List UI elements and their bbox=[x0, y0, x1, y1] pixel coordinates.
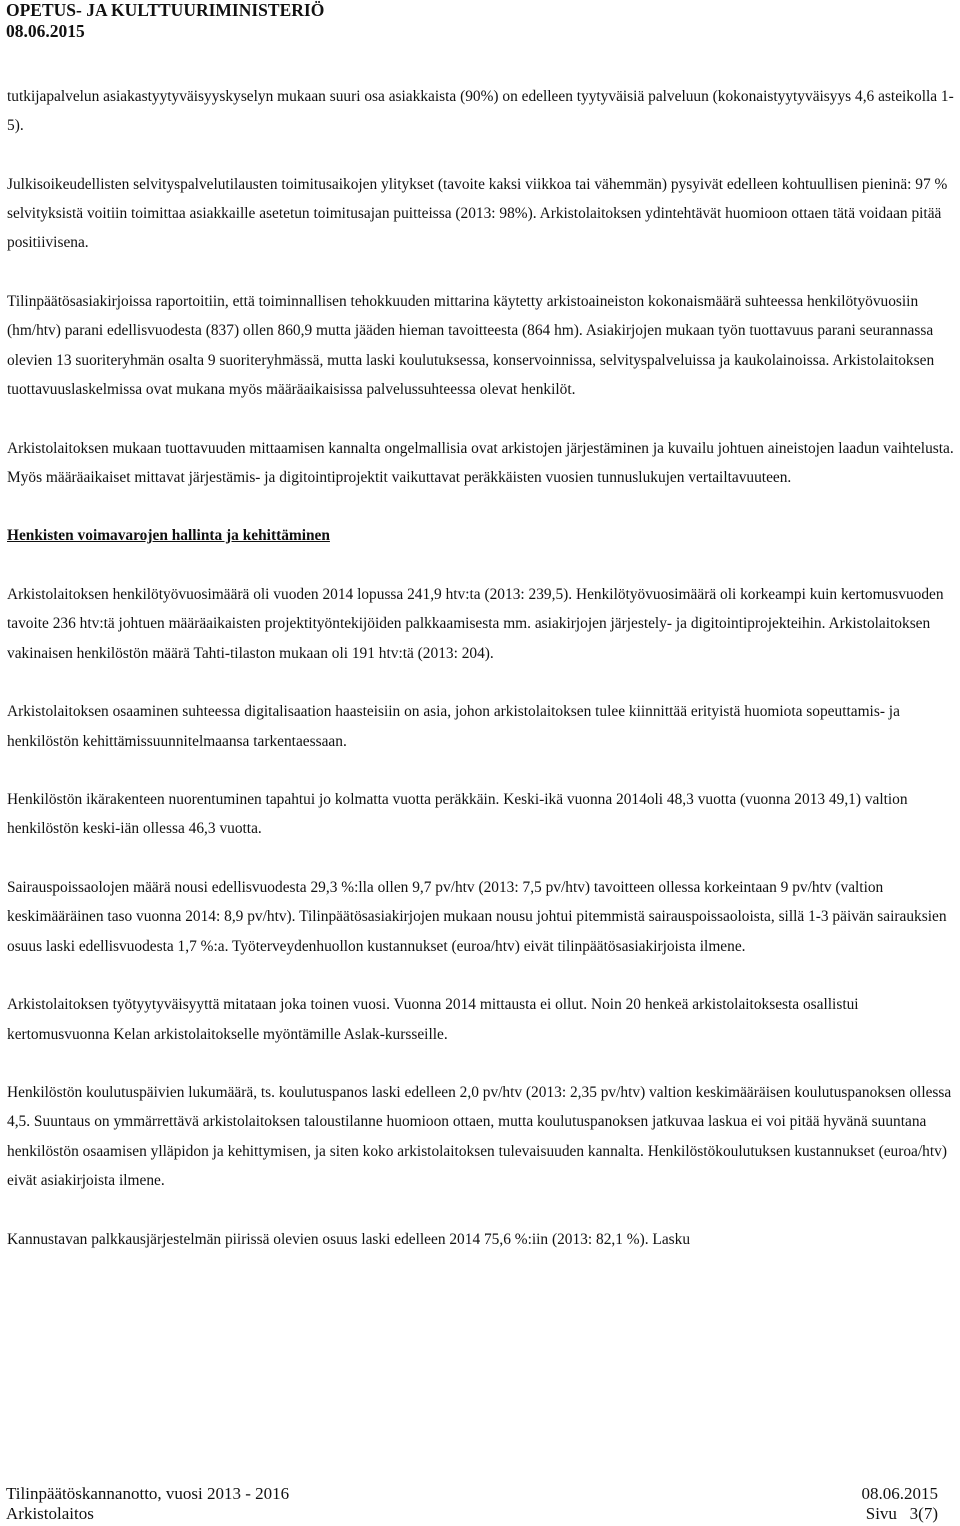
paragraph-delivery-times: Julkisoikeudellisten selvityspalvelutilausten toimitusaikojen ylitykset (tavoite kaksi viikkoa tai vähemmän) pysyivät edelleen kohtuullisen pieninä: 97 % selvityksistä voitiin toimittaa asiakkaille asetetun toimitusajan puitteissa (2013: 98%). Arkistolaitoksen ydintehtävät huomioon ottaen tätä voidaan pitää positiivisena. bbox=[7, 175, 948, 252]
paragraph-training-days: Henkilöstön koulutuspäivien lukumäärä, ts. koulutuspanos laski edelleen 2,0 pv/htv (2013: 2,35 pv/htv) valtion keskimääräisen koulutuspanoksen ollessa 4,5. Suuntaus on ymmärrettävä arkistolaitoksen taloustilanne huomioon ottaen, mutta koulutuspanoksen jatkuvaa laskua ei voi pitää hyvänä suuntana henkilöstön osaamisen ylläpidon ja kehittymisen, ja siten koko arkistolaitoksen tulevaisuuden kannalta. Henkilöstökoulutuksen kustannukset (euroa/htv) eivät asiakirjoista ilmene. bbox=[7, 1084, 952, 1189]
page-header bbox=[6, 0, 324, 42]
paragraph-efficiency: Tilinpäätösasiakirjoissa raportoitiin, että toiminnallisen tehokkuuden mittarina käytetty arkistoaineiston kokonaismäärä suhteessa henkilötyövuosiin (hm/htv) parani edellisvuodesta (837) ollen 860,9 mutta jääden hieman tavoitteesta (864 hm). Asiakirjojen mukaan työn tuottavuus parani seurannassa olevien 13 suoriteryhmän osalta 9 suoriteryhmässä, mutta laski koulutuksessa, konservoinnissa, selvityspalveluissa ja kaukolainoissa. Arkistolaitoksen tuottavuuslaskelmissa ovat mukana myös määräaikaisissa palvelussuhteessa olevat henkilöt. bbox=[7, 293, 935, 398]
footer-page-number: Sivu 3(7) bbox=[865, 1504, 938, 1523]
paragraph-pay-system: Kannustavan palkkausjärjestelmän piirissä olevien osuus laski edelleen 2014 75,6 %:iin (2013: 82,1 %). Lasku bbox=[7, 1230, 691, 1248]
ministry-name: OPETUS- JA KULTTUURIMINISTERIÖ bbox=[6, 0, 325, 20]
header-date: 08.06.2015 bbox=[6, 21, 85, 41]
page-footer bbox=[6, 1484, 938, 1524]
paragraph-person-years: Arkistolaitoksen henkilötyövuosimäärä oli vuoden 2014 lopussa 241,9 htv:ta (2013: 239,5). Henkilötyövuosimäärä oli korkeampi kuin kertomusvuoden tavoite 236 htv:tä johtuen määräaikaisten projektityöntekijöiden palkkaamisesta mm. asiakirjojen järjestely- ja digitointiprojekteihin. Arkistolaitoksen vakinaisen henkilöstön määrä Tahti-tilaston mukaan oli 191 htv:tä (2013: 204). bbox=[7, 586, 944, 662]
footer-date: 08.06.2015 bbox=[861, 1484, 938, 1503]
paragraph-job-satisfaction: Arkistolaitoksen työtyytyväisyyttä mitataan joka toinen vuosi. Vuonna 2014 mittausta ei ollut. Noin 20 henkeä arkistolaitoksesta osallistui kertomusvuonna Kelan arkistolaitokselle myöntämille Aslak-kursseille. bbox=[7, 996, 859, 1043]
paragraph-age-structure: Henkilöstön ikärakenteen nuorentuminen tapahtui jo kolmatta vuotta peräkkäin. Keski-ikä vuonna 2014oli 48,3 vuotta (vuonna 2013 49,1) valtion henkilöstön keski-iän ollessa 46,3 vuotta. bbox=[7, 791, 908, 838]
section-heading: Henkisten voimavarojen hallinta ja kehittäminen bbox=[7, 527, 330, 545]
paragraph-customer-satisfaction: tutkijapalvelun asiakastyytyväisyyskyselyn mukaan suuri osa asiakkaista (90%) on edelleen tyytyväisiä palveluun (kokonaistyytyväisyys 4,6 asteikolla 1-5). bbox=[7, 88, 954, 135]
paragraph-sick-leave: Sairauspoissaolojen määrä nousi edellisvuodesta 29,3 %:lla ollen 9,7 pv/htv (2013: 7,5 pv/htv) tavoitteen ollessa korkeintaan 9 pv/htv (valtion keskimääräinen taso vuonna 2014: 8,9 pv/htv). Tilinpäätösasiakirjojen mukaan nousu johtui pitemmistä sairauspoissaoloista, sillä 1-3 päivän sairauksien osuus laski edellisvuodesta 1,7 %:a. Työterveydenhuollon kustannukset (euroa/htv) eivät tilinpäätösasiakirjoista ilmene. bbox=[7, 879, 947, 955]
paragraph-digitalisation-skills: Arkistolaitoksen osaaminen suhteessa digitalisaation haasteisiin on asia, johon arkistolaitoksen tulee kiinnittää erityistä huomiota sopeuttamis- ja henkilöstön kehittämissuunnitelmaansa tarkentaessaan. bbox=[7, 703, 900, 750]
footer-agency: Arkistolaitos bbox=[6, 1504, 94, 1523]
paragraph-productivity-measurement: Arkistolaitoksen mukaan tuottavuuden mittaamisen kannalta ongelmallisia ovat arkistojen järjestäminen ja kuvailu johtuen aineistojen laadun vaihtelusta. Myös määräaikaiset mittavat järjestämis- ja digitointiprojektit vaikuttavat peräkkäisten vuosien tunnuslukujen vertailtavuuteen. bbox=[7, 439, 954, 486]
document-body bbox=[7, 82, 958, 1283]
footer-document-title: Tilinpäätöskannanotto, vuosi 2013 - 2016 bbox=[6, 1484, 290, 1503]
